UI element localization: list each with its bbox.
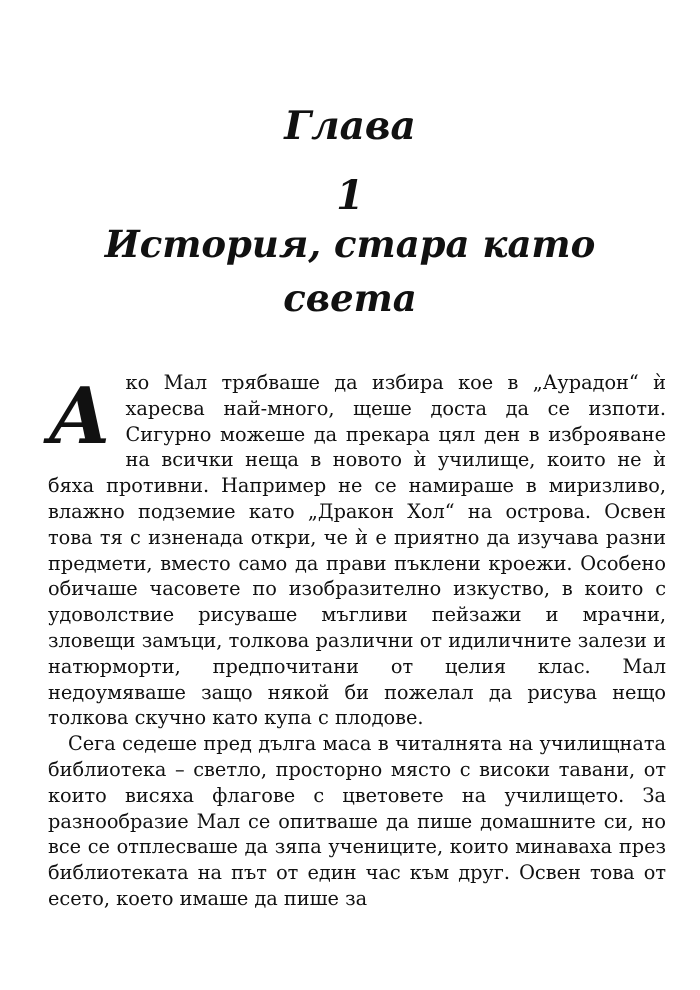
paragraph-1 bbox=[48, 370, 666, 731]
chapter-title-line-1: История, стара като bbox=[104, 222, 596, 266]
chapter-title-line-2: света bbox=[283, 276, 417, 320]
chapter-body bbox=[48, 370, 666, 912]
chapter-number: 1 bbox=[336, 172, 364, 219]
paragraph-1-text: ко Мал трябваше да избира кое в „Аурадон“ ѝ харесва най-много, щеше доста да се изпоти. Сигурно можеше да прекара цял ден в изброяване на всички неща в новото ѝ училище, които не ѝ бяха противни. Например не се намираше в миризливо, влажно подземие като „Дракон Хол“ на острова. Освен това тя с изненада откри, че ѝ е приятно да изучава разни предмети, вместо само да прави пъклени кроежи. Особено обичаше часовете по изобразително изкуство, в които с удоволствие рисуваше мъгливи пейзажи и мрачни, зловещи замъци, толкова различни от идиличните залези и натюрморти, предпочитани от целия клас. Мал недоумяваше защо някой би пожелал да рисува нещо толкова скучно като купа с плодове. bbox=[48, 371, 666, 730]
drop-cap-letter: А bbox=[48, 371, 112, 462]
paragraph-2: Сега седеше пред дълга маса в читалнята на училищната библиотека – светло, просторно място с високи тавани, от които висяха флагове с цветовете на училището. За разнообразие Мал се опитваше да пише домашните си, но все се отплесваше да зяпа учениците, които минаваха през библиотеката на път от един час към друг. Освен това от есето, което имаше да пише за bbox=[48, 732, 666, 910]
chapter-label: Глава bbox=[284, 103, 416, 149]
